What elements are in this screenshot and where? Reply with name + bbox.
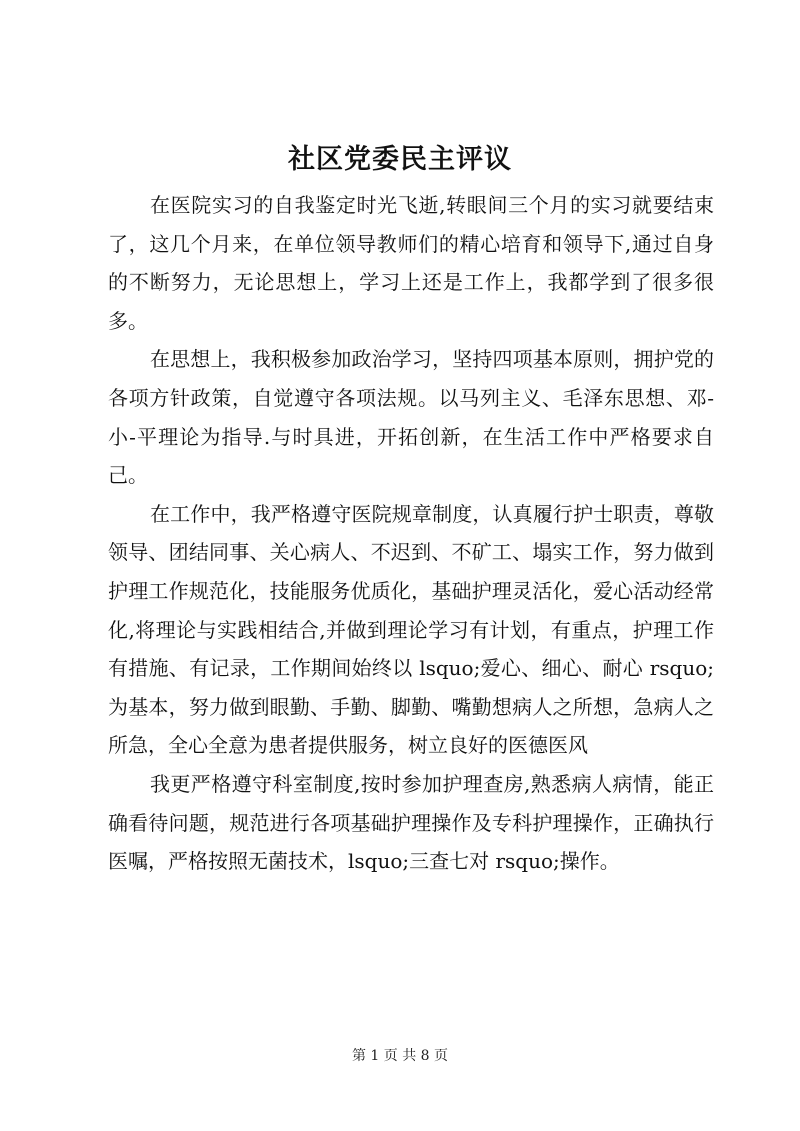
paragraph-2: 在思想上，我积极参加政治学习，坚持四项基本原则，拥护党的各项方针政策，自觉遵守各项法规。以马列主义、毛泽东思想、邓-小-平理论为指导.与时具进，开拓创新，在生活工作中严格要求自己。	[108, 347, 714, 488]
paragraph-1: 在医院实习的自我鉴定时光飞逝,转眼间三个月的实习就要结束了，这几个月来，在单位领导教师们的精心培育和领导下,通过自身的不断努力，无论思想上，学习上还是工作上，我都学到了很多很多。	[108, 193, 714, 333]
page-title: 社区党委民主评议	[288, 144, 512, 175]
page-footer: 第 1 页 共 8 页	[351, 1048, 449, 1064]
paragraph-4: 我更严格遵守科室制度,按时参加护理查房,熟悉病人病情，能正确看待问题，规范进行各项基础护理操作及专科护理操作，正确执行医嘱，严格按照无菌技术，lsquo;三查七对 rsquo;操作。	[108, 771, 714, 874]
paragraph-3: 在工作中，我严格遵守医院规章制度，认真履行护士职责，尊敬领导、团结同事、关心病人、不迟到、不矿工、塌实工作，努力做到护理工作规范化，技能服务优质化，基础护理灵活化，爱心活动经常化,将理论与实践相结合,并做到理论学习有计划，有重点，护理工作有措施、有记录，工作期间始终以 lsquo;爱心、细心、耐心 rsquo;为基本，努力做到眼勤、手勤、脚勤、嘴勤想病人之所想，急病人之所急，全心全意为患者提供服务，树立良好的医德医风	[108, 501, 714, 758]
document-body	[108, 186, 714, 881]
